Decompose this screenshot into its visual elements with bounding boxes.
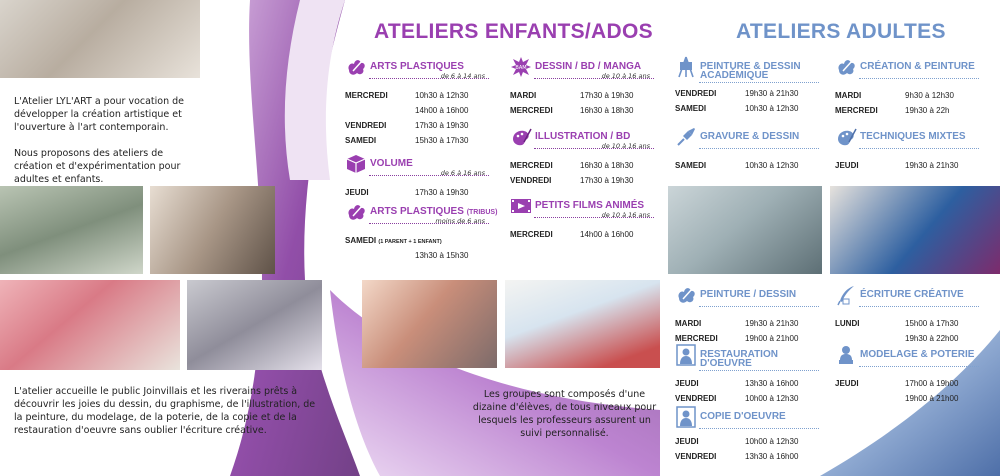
schedule-row: JEUDI 13h30 à 16h00: [675, 379, 799, 388]
schedule-row: 13h30 à 15h30: [415, 251, 469, 260]
atelier-name-line2: ACADÉMIQUE: [700, 70, 769, 81]
atelier-age: de 10 à 16 ans: [601, 211, 650, 219]
photo-drawing-table: [0, 0, 200, 78]
atelier-peinture-dessin-academique: [675, 58, 825, 116]
adultes-title: ATELIERS ADULTES: [736, 20, 946, 43]
schedule-row: JEUDI 10h00 à 12h30: [675, 437, 799, 446]
atelier-name: ARTS PLASTIQUES (TRIBUS): [370, 206, 498, 217]
atelier-arts-plastiques-tribus: [345, 203, 498, 263]
schedule-row: SAMEDI 15h30 à 17h30: [345, 136, 469, 145]
atelier-copie-oeuvre: [675, 408, 825, 464]
photo-canvas-painting: [830, 186, 1000, 274]
photo-clay-modeling: [0, 280, 180, 370]
atelier-arts-plastiques: [345, 58, 495, 148]
atelier-name: DESSIN / BD / MANGA: [535, 61, 642, 72]
atelier-gravure-dessin: [675, 128, 825, 173]
schedule-row: MERCREDI 10h30 à 12h30: [345, 91, 469, 100]
comic-burst-icon: [510, 56, 532, 78]
photo-painted-ceramics: [187, 280, 322, 370]
atelier-age: de 10 à 16 ans: [601, 72, 650, 80]
quill-pen-icon: [835, 284, 857, 306]
atelier-peinture-dessin: [675, 286, 825, 346]
schedule-row: 19h30 à 22h00: [905, 334, 959, 343]
atelier-illustration-bd: [510, 128, 660, 188]
atelier-name: ARTS PLASTIQUES: [370, 61, 464, 72]
atelier-petits-films-animes: [510, 197, 660, 242]
cube-icon: [345, 153, 367, 175]
atelier-age: de 6 à 14 ans: [440, 72, 485, 80]
schedule-row: MARDI 17h30 à 19h30: [510, 91, 634, 100]
atelier-techniques-mixtes: [835, 128, 985, 173]
paint-splash-icon: [675, 284, 697, 306]
schedule-row: VENDREDI 17h30 à 19h30: [510, 176, 634, 185]
film-play-icon: [510, 195, 532, 217]
atelier-name: CRÉATION & PEINTURE: [860, 61, 975, 72]
schedule-row: MERCREDI 14h00 à 16h00: [510, 230, 634, 239]
schedule-row: MERCREDI 16h30 à 18h30: [510, 161, 634, 170]
atelier-name: PETITS FILMS ANIMÉS: [535, 200, 645, 211]
atelier-name: GRAVURE & DESSIN: [700, 131, 800, 142]
intro-paragraph-2: Nous proposons des ateliers de création et d'expérimentation pour adultes et enfants.: [14, 148, 181, 185]
schedule-row: SAMEDI 10h30 à 12h30: [675, 104, 799, 113]
atelier-name: ÉCRITURE CRÉATIVE: [860, 289, 964, 300]
atelier-ecriture-creative: [835, 286, 985, 346]
groups-text: Les groupes sont composés d'une dizaine d'élèves, de tous niveaux pour lesquels les professeurs assurent un suivi personnalisé.: [472, 389, 657, 439]
schedule-row: MARDI 9h30 à 12h30: [835, 91, 954, 100]
atelier-name: ILLUSTRATION / BD: [535, 131, 631, 142]
atelier-restauration-oeuvre: [675, 346, 825, 406]
public-text: L'atelier accueille le public Joinvillais et les riverains prêts à découvrir les joies du dessin, du graphisme, de l'illustration, de la peinture, du modelage, de la poterie, de la copie et de la restauration d'oeuvre sans oublier l'écriture créative.: [14, 386, 316, 436]
intro-paragraph-1: L'Atelier LYL'ART a pour vocation de développer la création artistique et l'ouverture à l'art contemporain.: [14, 96, 185, 133]
atelier-name-line2: D'OEUVRE: [700, 358, 752, 369]
photo-painting-mug: [362, 280, 497, 368]
schedule-row: MERCREDI 19h30 à 22h: [835, 106, 950, 115]
atelier-name: COPIE D'OEUVRE: [700, 411, 786, 422]
atelier-age: moins de 6 ans: [435, 217, 485, 225]
schedule-row: SAMEDI (1 PARENT + 1 ENFANT): [345, 236, 442, 245]
easel-icon: [675, 56, 697, 78]
schedule-row: VENDREDI 10h00 à 12h30: [675, 394, 799, 403]
atelier-creation-peinture: [835, 58, 985, 118]
atelier-dessin-bd-manga: [510, 58, 660, 118]
atelier-volume: [345, 155, 495, 200]
paint-splash-icon: [345, 56, 367, 78]
photo-bird-sculpture: [668, 186, 822, 274]
mona-lisa-icon: [675, 344, 697, 366]
schedule-row: 14h00 à 16h00: [415, 106, 469, 115]
schedule-row: JEUDI 19h30 à 21h30: [835, 161, 959, 170]
mona-lisa-icon: [675, 406, 697, 428]
paint-splash-icon: [835, 56, 857, 78]
schedule-row: VENDREDI 17h30 à 19h30: [345, 121, 469, 130]
palette-brush-icon: [510, 126, 532, 148]
schedule-row: VENDREDI 19h30 à 21h30: [675, 89, 799, 98]
atelier-name: TECHNIQUES MIXTES: [860, 131, 966, 142]
atelier-name: PEINTURE & DESSIN: [700, 61, 801, 72]
atelier-name: VOLUME: [370, 158, 413, 169]
atelier-modelage-poterie: [835, 346, 985, 406]
atelier-age: de 6 à 16 ans: [440, 169, 485, 177]
schedule-row: JEUDI 17h30 à 19h30: [345, 188, 469, 197]
schedule-row: MERCREDI 16h30 à 18h30: [510, 106, 634, 115]
photo-watercolor-palette: [505, 280, 660, 368]
schedule-row: MARDI 19h30 à 21h30: [675, 319, 799, 328]
atelier-name: PEINTURE / DESSIN: [700, 289, 797, 300]
atelier-name: MODELAGE & POTERIE: [860, 349, 975, 360]
photo-framed-drawing: [150, 186, 275, 274]
enfants-title: ATELIERS ENFANTS/ADOS: [374, 20, 653, 43]
schedule-row: VENDREDI 13h30 à 16h00: [675, 452, 799, 461]
intro-text: [14, 95, 204, 186]
engraving-tool-icon: [675, 126, 697, 148]
photo-child-painting: [0, 186, 143, 274]
atelier-age: de 10 à 16 ans: [601, 142, 650, 150]
schedule-row: LUNDI 15h00 à 17h30: [835, 319, 959, 328]
atelier-name: RESTAURATION: [700, 349, 778, 360]
schedule-row: 19h00 à 21h00: [905, 394, 959, 403]
svg-text:BAM: BAM: [515, 65, 527, 71]
bust-sculpture-icon: [835, 344, 857, 366]
schedule-row: SAMEDI 10h30 à 12h30: [675, 161, 799, 170]
palette-brush-icon: [835, 126, 857, 148]
paint-splash-icon: [345, 201, 367, 223]
schedule-row: JEUDI 17h00 à 19h00: [835, 379, 959, 388]
schedule-row: MERCREDI 19h00 à 21h00: [675, 334, 799, 343]
